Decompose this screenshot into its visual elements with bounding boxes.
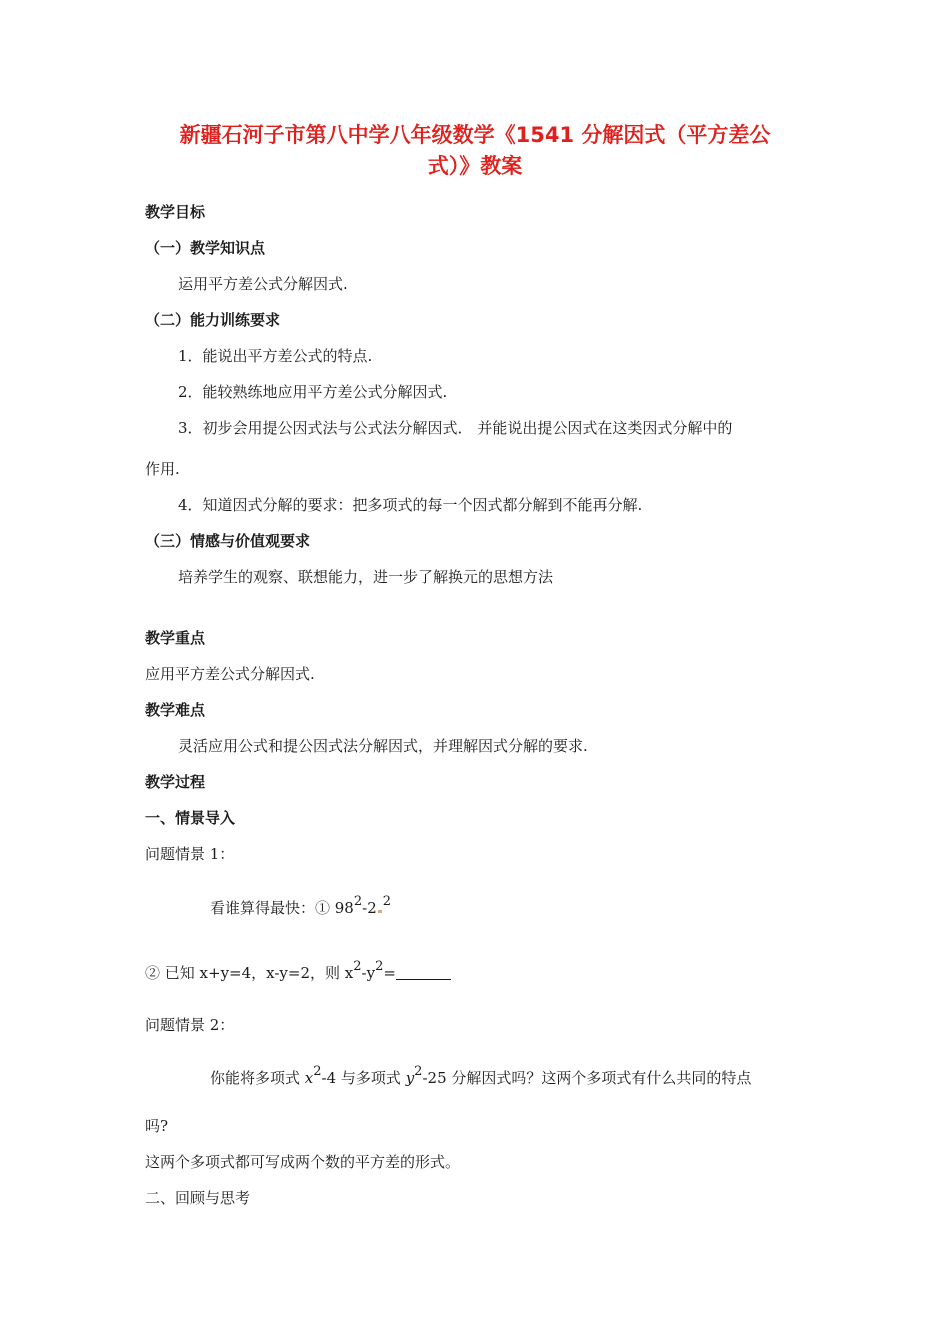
scene1-question-1 <box>210 894 392 920</box>
var-x: x <box>304 1069 314 1087</box>
scene2-answer: 这两个多项式都可写成两个数的平方差的形式。 <box>145 1153 461 1171</box>
ability-item-1: 1．能说出平方差公式的特点. <box>178 347 373 365</box>
key-heading: 教学重点 <box>145 629 206 647</box>
q1-mid: -2 <box>362 899 377 917</box>
scene2-text-b: -4 与多项式 <box>321 1069 406 1087</box>
ability-item-4: 4．知道因式分解的要求：把多项式的每一个因式都分解到不能再分解. <box>178 496 643 514</box>
sub1-text: 运用平方差公式分解因式. <box>178 275 348 293</box>
q2-mid: -y <box>361 964 376 982</box>
scene2-exp-b: 2 <box>414 1064 423 1079</box>
q2-exponent-2: 2 <box>375 959 384 974</box>
review-heading: 二、回顾与思考 <box>145 1189 251 1207</box>
q1-exponent-1: 2 <box>353 894 363 909</box>
scene1-question-2 <box>145 959 451 985</box>
process-heading: 教学过程 <box>145 773 206 791</box>
sub1-heading: （一）教学知识点 <box>145 239 266 257</box>
title-line-2: 式）》教案 <box>427 154 523 178</box>
document-title <box>120 120 830 182</box>
goals-heading: 教学目标 <box>145 203 206 221</box>
scene2-question-cont: 吗? <box>145 1117 169 1135</box>
q2-exponent-1: 2 <box>353 959 362 974</box>
ability-item-3: 3．初步会用提公因式法与公式法分解因式． 并能说出提公因式在这类因式分解中的 <box>178 419 733 437</box>
scene2-label: 问题情景 2： <box>145 1016 235 1034</box>
q1-prefix: 看谁算得最快：① 98 <box>210 899 354 917</box>
difficulty-heading: 教学难点 <box>145 701 206 719</box>
mark-dot <box>378 910 382 913</box>
q2-prefix: ② 已知 x+y=4，x-y=2，则 x <box>145 964 354 982</box>
sub3-text: 培养学生的观察、联想能力，进一步了解换元的思想方法 <box>178 568 554 586</box>
scene1-label: 问题情景 1： <box>145 845 235 863</box>
scene2-exp-a: 2 <box>313 1064 322 1079</box>
title-line-1: 新疆石河子市第八中学八年级数学《1541 分解因式（平方差公 <box>179 123 771 147</box>
q2-eq: = <box>383 964 396 982</box>
key-text: 应用平方差公式分解因式. <box>145 665 315 683</box>
scene2-text-c: -25 分解因式吗？这两个多项式有什么共同的特点 <box>422 1069 752 1087</box>
intro-heading: 一、情景导入 <box>145 809 236 827</box>
q1-exponent-2: 2 <box>382 894 392 909</box>
sub3-heading: （三）情感与价值观要求 <box>145 532 311 550</box>
sub2-heading: （二）能力训练要求 <box>145 311 281 329</box>
ability-item-2: 2．能较熟练地应用平方差公式分解因式. <box>178 383 448 401</box>
var-y: y <box>405 1069 415 1087</box>
answer-blank <box>396 965 451 980</box>
scene2-text-a: 你能将多项式 <box>210 1069 305 1087</box>
ability-item-3-cont: 作用. <box>145 460 180 478</box>
difficulty-text: 灵活应用公式和提公因式法分解因式，并理解因式分解的要求. <box>178 737 588 755</box>
scene2-question <box>210 1064 752 1090</box>
